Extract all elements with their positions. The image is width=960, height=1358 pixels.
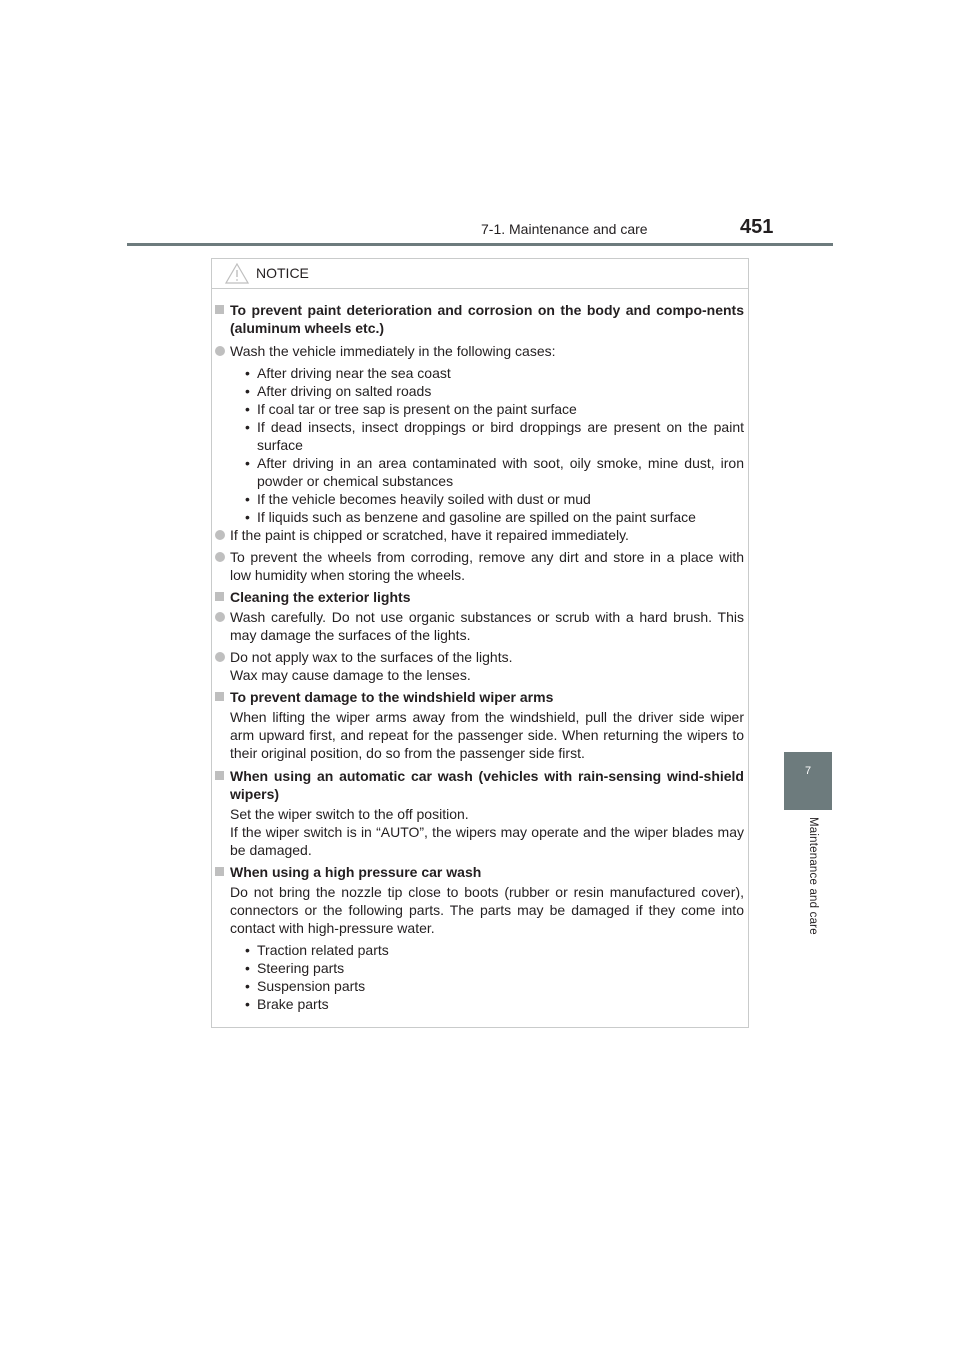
bullet-no-wax — [212, 648, 744, 684]
bullet-wash-lights — [212, 608, 744, 644]
high-pressure-paragraph: Do not bring the nozzle tip close to boots (rubber or resin manufactured cover), connectors or the following parts. The parts may be damaged if they come into contact with high-pressure water. — [230, 884, 744, 936]
heading-lights — [212, 588, 744, 606]
list-item: • If the vehicle becomes heavily soiled with dust or mud — [212, 490, 744, 508]
list-item-text: If the vehicle becomes heavily soiled with dust or mud — [257, 491, 591, 507]
chapter-tab — [784, 752, 832, 810]
square-bullet-icon — [215, 692, 224, 701]
notice-box — [211, 258, 749, 1028]
heading-paint-text: To prevent paint deterioration and corrosion on the body and compo-nents (aluminum wheels etc.) — [230, 302, 744, 336]
circle-bullet-icon — [215, 346, 225, 356]
bullet-text: If the paint is chipped or scratched, have it repaired immediately. — [230, 527, 629, 543]
heading-high-pressure — [212, 863, 744, 881]
heading-car-wash — [212, 767, 744, 803]
bullet-text: Wash carefully. Do not use organic substances or scrub with a hard brush. This may damage the surfaces of the lights. — [230, 609, 744, 643]
bullet-text: Wash the vehicle immediately in the following cases: — [230, 343, 556, 359]
bullet-chipped-paint — [212, 526, 744, 544]
notice-header — [212, 259, 748, 289]
list-item-text: Suspension parts — [257, 978, 366, 994]
list-item-text: After driving in an area contaminated with soot, oily smoke, mine dust, iron powder or chemical substances — [257, 455, 744, 489]
list-item: • After driving near the sea coast — [212, 364, 744, 382]
list-item: • After driving on salted roads — [212, 382, 744, 400]
list-item-text: If coal tar or tree sap is present on the paint surface — [257, 401, 577, 417]
bullet-wheel-storage — [212, 548, 744, 584]
square-bullet-icon — [215, 867, 224, 876]
list-item: • After driving in an area contaminated with soot, oily smoke, mine dust, iron powder or chemical substances — [245, 455, 744, 489]
list-item: • Suspension parts — [212, 977, 744, 995]
bullet-text: Do not apply wax to the surfaces of the lights. Wax may cause damage to the lenses. — [230, 649, 513, 683]
list-item: • Traction related parts — [212, 941, 744, 959]
chapter-title: Maintenance and care — [807, 817, 819, 935]
notice-title: NOTICE — [256, 265, 309, 281]
heading-car-wash-text: When using an automatic car wash (vehicles with rain-sensing wind-shield wipers) — [230, 768, 744, 802]
header-divider — [127, 243, 833, 246]
list-item: • If coal tar or tree sap is present on the paint surface — [212, 400, 744, 418]
list-item-text: Steering parts — [257, 960, 345, 976]
wipers-paragraph: When lifting the wiper arms away from the windshield, pull the driver side wiper arm upward first, and repeat for the passenger side. When returning the wipers to their original position, do so from the passenger side first. — [230, 709, 744, 761]
circle-bullet-icon — [215, 530, 225, 540]
list-item: • Steering parts — [212, 959, 744, 977]
list-item-text: Brake parts — [257, 996, 329, 1012]
heading-lights-text: Cleaning the exterior lights — [230, 589, 411, 605]
heading-wipers — [212, 688, 744, 706]
list-item-text: After driving near the sea coast — [257, 365, 451, 381]
page-number: 451 — [740, 216, 774, 238]
list-item: • If liquids such as benzene and gasoline are spilled on the paint surface — [212, 508, 744, 526]
circle-bullet-icon — [215, 552, 225, 562]
section-title: 7-1. Maintenance and care — [481, 221, 648, 237]
warning-triangle-icon — [225, 263, 249, 284]
list-item: • Brake parts — [212, 995, 744, 1013]
heading-paint — [212, 301, 744, 337]
chapter-number: 7 — [804, 765, 812, 777]
bullet-wash-cases — [212, 342, 744, 360]
heading-high-pressure-text: When using a high pressure car wash — [230, 864, 482, 880]
square-bullet-icon — [215, 771, 224, 780]
car-wash-paragraph: Set the wiper switch to the off position. If the wiper switch is in “AUTO”, the wipers may operate and the wiper blades may be damaged. — [230, 806, 744, 858]
list-item-text: Traction related parts — [257, 942, 389, 958]
heading-wipers-text: To prevent damage to the windshield wiper arms — [230, 689, 554, 705]
list-item-text: After driving on salted roads — [257, 383, 432, 399]
list-item: • If dead insects, insect droppings or bird droppings are present on the paint surface — [245, 419, 744, 453]
circle-bullet-icon — [215, 652, 225, 662]
list-item-text: If liquids such as benzene and gasoline are spilled on the paint surface — [257, 509, 696, 525]
square-bullet-icon — [215, 305, 224, 314]
bullet-text: To prevent the wheels from corroding, remove any dirt and store in a place with low humidity when storing the wheels. — [230, 549, 744, 583]
circle-bullet-icon — [215, 612, 225, 622]
square-bullet-icon — [215, 592, 224, 601]
list-item-text: If dead insects, insect droppings or bird droppings are present on the paint surface — [257, 419, 744, 453]
